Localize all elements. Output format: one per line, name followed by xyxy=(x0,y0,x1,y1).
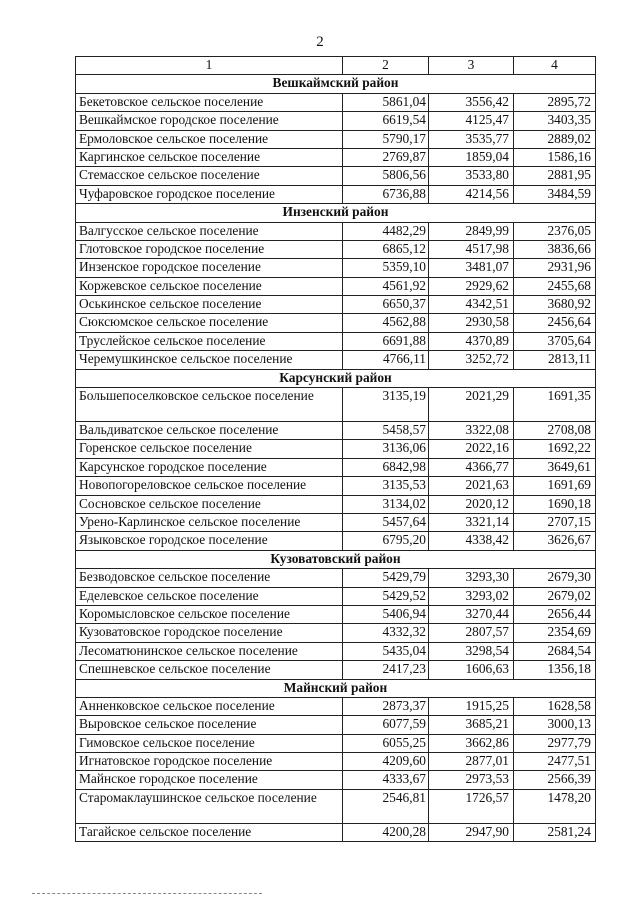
value-cell: 2679,02 xyxy=(514,587,596,605)
table-row xyxy=(76,296,596,314)
table-row xyxy=(76,259,596,277)
column-header: 3 xyxy=(429,57,514,75)
table-row xyxy=(76,422,596,440)
value-cell: 3000,13 xyxy=(514,716,596,734)
value-cell: 2566,39 xyxy=(514,771,596,789)
value-cell: 2456,64 xyxy=(514,314,596,332)
value-cell: 2376,05 xyxy=(514,222,596,240)
value-cell: 2895,72 xyxy=(514,93,596,111)
settlement-name-cell: Сосновское сельское поселение xyxy=(76,495,343,513)
settlement-name-cell: Труслейское сельское поселение xyxy=(76,332,343,350)
column-header: 4 xyxy=(514,57,596,75)
table-row xyxy=(76,513,596,531)
value-cell: 5359,10 xyxy=(343,259,429,277)
value-cell: 2873,37 xyxy=(343,697,429,715)
settlement-name-cell: Майнское городское поселение xyxy=(76,771,343,789)
district-row xyxy=(76,369,596,387)
value-cell: 2807,57 xyxy=(429,624,514,642)
value-cell: 3293,02 xyxy=(429,587,514,605)
value-cell: 5457,64 xyxy=(343,513,429,531)
value-cell: 2021,29 xyxy=(429,388,514,422)
value-cell: 3252,72 xyxy=(429,351,514,369)
value-cell: 3135,53 xyxy=(343,477,429,495)
settlement-name-cell: Урено-Карлинское сельское поселение xyxy=(76,513,343,531)
column-header: 1 xyxy=(76,57,343,75)
table-row xyxy=(76,789,596,823)
settlement-name-cell: Валгусское сельское поселение xyxy=(76,222,343,240)
value-cell: 1690,18 xyxy=(514,495,596,513)
settlement-name-cell: Чуфаровское городское поселение xyxy=(76,185,343,203)
settlement-name-cell: Стемасское сельское поселение xyxy=(76,167,343,185)
value-cell: 2684,54 xyxy=(514,642,596,660)
value-cell: 4209,60 xyxy=(343,753,429,771)
settlement-name-cell: Карсунское городское поселение xyxy=(76,458,343,476)
value-cell: 1628,58 xyxy=(514,697,596,715)
settlement-name-cell: Гимовское сельское поселение xyxy=(76,734,343,752)
column-header: 2 xyxy=(343,57,429,75)
value-cell: 3556,42 xyxy=(429,93,514,111)
settlement-name-cell: Ермоловское сельское поселение xyxy=(76,130,343,148)
value-cell: 3535,77 xyxy=(429,130,514,148)
value-cell: 2947,90 xyxy=(429,823,514,841)
value-cell: 6736,88 xyxy=(343,185,429,203)
table-row xyxy=(76,458,596,476)
table-row xyxy=(76,167,596,185)
value-cell: 2477,51 xyxy=(514,753,596,771)
value-cell: 2022,16 xyxy=(429,440,514,458)
value-cell: 5406,94 xyxy=(343,605,429,623)
value-cell: 2581,24 xyxy=(514,823,596,841)
value-cell: 3705,64 xyxy=(514,332,596,350)
value-cell: 2707,15 xyxy=(514,513,596,531)
value-cell: 6619,54 xyxy=(343,112,429,130)
value-cell: 3649,61 xyxy=(514,458,596,476)
value-cell: 1478,20 xyxy=(514,789,596,823)
value-cell: 3533,80 xyxy=(429,167,514,185)
settlement-name-cell: Сюксюмское сельское поселение xyxy=(76,314,343,332)
value-cell: 1726,57 xyxy=(429,789,514,823)
value-cell: 1356,18 xyxy=(514,661,596,679)
value-cell: 4766,11 xyxy=(343,351,429,369)
table-row xyxy=(76,388,596,422)
value-cell: 2877,01 xyxy=(429,753,514,771)
table-row xyxy=(76,112,596,130)
settlement-name-cell: Выровское сельское поселение xyxy=(76,716,343,734)
settlement-name-cell: Вальдиватское сельское поселение xyxy=(76,422,343,440)
value-cell: 1915,25 xyxy=(429,697,514,715)
settlement-name-cell: Вешкаймское городское поселение xyxy=(76,112,343,130)
settlement-name-cell: Безводовское сельское поселение xyxy=(76,569,343,587)
settlement-name-cell: Тагайское сельское поселение xyxy=(76,823,343,841)
value-cell: 4338,42 xyxy=(429,532,514,550)
value-cell: 1691,35 xyxy=(514,388,596,422)
page-number: 2 xyxy=(316,34,324,50)
table-row xyxy=(76,532,596,550)
table-row xyxy=(76,332,596,350)
value-cell: 2020,12 xyxy=(429,495,514,513)
table-row xyxy=(76,642,596,660)
value-cell: 4370,89 xyxy=(429,332,514,350)
value-cell: 5861,04 xyxy=(343,93,429,111)
value-cell: 1859,04 xyxy=(429,148,514,166)
table-header-row xyxy=(76,57,596,75)
value-cell: 3662,86 xyxy=(429,734,514,752)
value-cell: 3685,21 xyxy=(429,716,514,734)
table-row xyxy=(76,130,596,148)
value-cell: 2813,11 xyxy=(514,351,596,369)
settlement-name-cell: Кузоватовское городское поселение xyxy=(76,624,343,642)
value-cell: 2546,81 xyxy=(343,789,429,823)
table-row xyxy=(76,697,596,715)
value-cell: 1586,16 xyxy=(514,148,596,166)
value-cell: 5458,57 xyxy=(343,422,429,440)
value-cell: 1606,63 xyxy=(429,661,514,679)
value-cell: 4125,47 xyxy=(429,112,514,130)
value-cell: 3484,59 xyxy=(514,185,596,203)
table-row xyxy=(76,587,596,605)
value-cell: 3481,07 xyxy=(429,259,514,277)
value-cell: 5435,04 xyxy=(343,642,429,660)
table-row xyxy=(76,93,596,111)
value-cell: 5790,17 xyxy=(343,130,429,148)
table-row xyxy=(76,440,596,458)
table-row xyxy=(76,624,596,642)
value-cell: 2455,68 xyxy=(514,277,596,295)
value-cell: 3293,30 xyxy=(429,569,514,587)
settlement-name-cell: Коромысловское сельское поселение xyxy=(76,605,343,623)
value-cell: 3403,35 xyxy=(514,112,596,130)
value-cell: 5806,56 xyxy=(343,167,429,185)
table-row xyxy=(76,771,596,789)
district-title: Вешкаймский район xyxy=(76,75,596,93)
table-row xyxy=(76,148,596,166)
table-row xyxy=(76,185,596,203)
value-cell: 2656,44 xyxy=(514,605,596,623)
value-cell: 5429,52 xyxy=(343,587,429,605)
value-cell: 3135,19 xyxy=(343,388,429,422)
value-cell: 4200,28 xyxy=(343,823,429,841)
settlement-name-cell: Большепоселковское сельское поселение xyxy=(76,388,343,422)
table-row xyxy=(76,753,596,771)
table-row xyxy=(76,716,596,734)
value-cell: 2931,96 xyxy=(514,259,596,277)
table-row xyxy=(76,495,596,513)
table-body xyxy=(76,57,596,842)
value-cell: 4482,29 xyxy=(343,222,429,240)
value-cell: 6077,59 xyxy=(343,716,429,734)
settlement-name-cell: Глотовское городское поселение xyxy=(76,240,343,258)
settlement-name-cell: Игнатовское городское поселение xyxy=(76,753,343,771)
value-cell: 3321,14 xyxy=(429,513,514,531)
settlement-name-cell: Спешневское сельское поселение xyxy=(76,661,343,679)
district-title: Карсунский район xyxy=(76,369,596,387)
value-cell: 2881,95 xyxy=(514,167,596,185)
scan-artifact-line xyxy=(32,893,262,895)
value-cell: 3270,44 xyxy=(429,605,514,623)
settlement-name-cell: Языковское городское поселение xyxy=(76,532,343,550)
settlement-name-cell: Еделевское сельское поселение xyxy=(76,587,343,605)
value-cell: 6795,20 xyxy=(343,532,429,550)
value-cell: 6650,37 xyxy=(343,296,429,314)
value-cell: 4561,92 xyxy=(343,277,429,295)
settlement-name-cell: Оськинское сельское поселение xyxy=(76,296,343,314)
district-row xyxy=(76,204,596,222)
settlements-table xyxy=(75,56,596,842)
value-cell: 4342,51 xyxy=(429,296,514,314)
value-cell: 6691,88 xyxy=(343,332,429,350)
value-cell: 4366,77 xyxy=(429,458,514,476)
district-row xyxy=(76,75,596,93)
value-cell: 2708,08 xyxy=(514,422,596,440)
value-cell: 3626,67 xyxy=(514,532,596,550)
settlement-name-cell: Бекетовское сельское поселение xyxy=(76,93,343,111)
table-row xyxy=(76,823,596,841)
value-cell: 2929,62 xyxy=(429,277,514,295)
district-row xyxy=(76,679,596,697)
settlement-name-cell: Старомаклаушинское сельское поселение xyxy=(76,789,343,823)
settlement-name-cell: Новопогореловское сельское поселение xyxy=(76,477,343,495)
settlement-name-cell: Коржевское сельское поселение xyxy=(76,277,343,295)
district-title: Кузоватовский район xyxy=(76,550,596,568)
table-row xyxy=(76,661,596,679)
value-cell: 1692,22 xyxy=(514,440,596,458)
value-cell: 4517,98 xyxy=(429,240,514,258)
table-row xyxy=(76,734,596,752)
value-cell: 3836,66 xyxy=(514,240,596,258)
value-cell: 2354,69 xyxy=(514,624,596,642)
value-cell: 2849,99 xyxy=(429,222,514,240)
table-row xyxy=(76,605,596,623)
value-cell: 3136,06 xyxy=(343,440,429,458)
value-cell: 2977,79 xyxy=(514,734,596,752)
table-row xyxy=(76,351,596,369)
settlement-name-cell: Анненковское сельское поселение xyxy=(76,697,343,715)
table-row xyxy=(76,477,596,495)
value-cell: 4333,67 xyxy=(343,771,429,789)
value-cell: 6865,12 xyxy=(343,240,429,258)
district-title: Инзенский район xyxy=(76,204,596,222)
value-cell: 4562,88 xyxy=(343,314,429,332)
table-row xyxy=(76,277,596,295)
settlement-name-cell: Инзенское городское поселение xyxy=(76,259,343,277)
value-cell: 3680,92 xyxy=(514,296,596,314)
value-cell: 2769,87 xyxy=(343,148,429,166)
settlement-name-cell: Черемушкинское сельское поселение xyxy=(76,351,343,369)
value-cell: 6055,25 xyxy=(343,734,429,752)
value-cell: 2930,58 xyxy=(429,314,514,332)
value-cell: 5429,79 xyxy=(343,569,429,587)
table-row xyxy=(76,314,596,332)
value-cell: 2417,23 xyxy=(343,661,429,679)
settlement-name-cell: Лесоматюнинское сельское поселение xyxy=(76,642,343,660)
district-title: Майнский район xyxy=(76,679,596,697)
value-cell: 3298,54 xyxy=(429,642,514,660)
value-cell: 3322,08 xyxy=(429,422,514,440)
value-cell: 4214,56 xyxy=(429,185,514,203)
table-row xyxy=(76,569,596,587)
settlement-name-cell: Каргинское сельское поселение xyxy=(76,148,343,166)
value-cell: 3134,02 xyxy=(343,495,429,513)
table-row xyxy=(76,222,596,240)
value-cell: 2021,63 xyxy=(429,477,514,495)
value-cell: 1691,69 xyxy=(514,477,596,495)
value-cell: 6842,98 xyxy=(343,458,429,476)
settlement-name-cell: Горенское сельское поселение xyxy=(76,440,343,458)
value-cell: 4332,32 xyxy=(343,624,429,642)
value-cell: 2889,02 xyxy=(514,130,596,148)
table-row xyxy=(76,240,596,258)
district-row xyxy=(76,550,596,568)
value-cell: 2973,53 xyxy=(429,771,514,789)
value-cell: 2679,30 xyxy=(514,569,596,587)
